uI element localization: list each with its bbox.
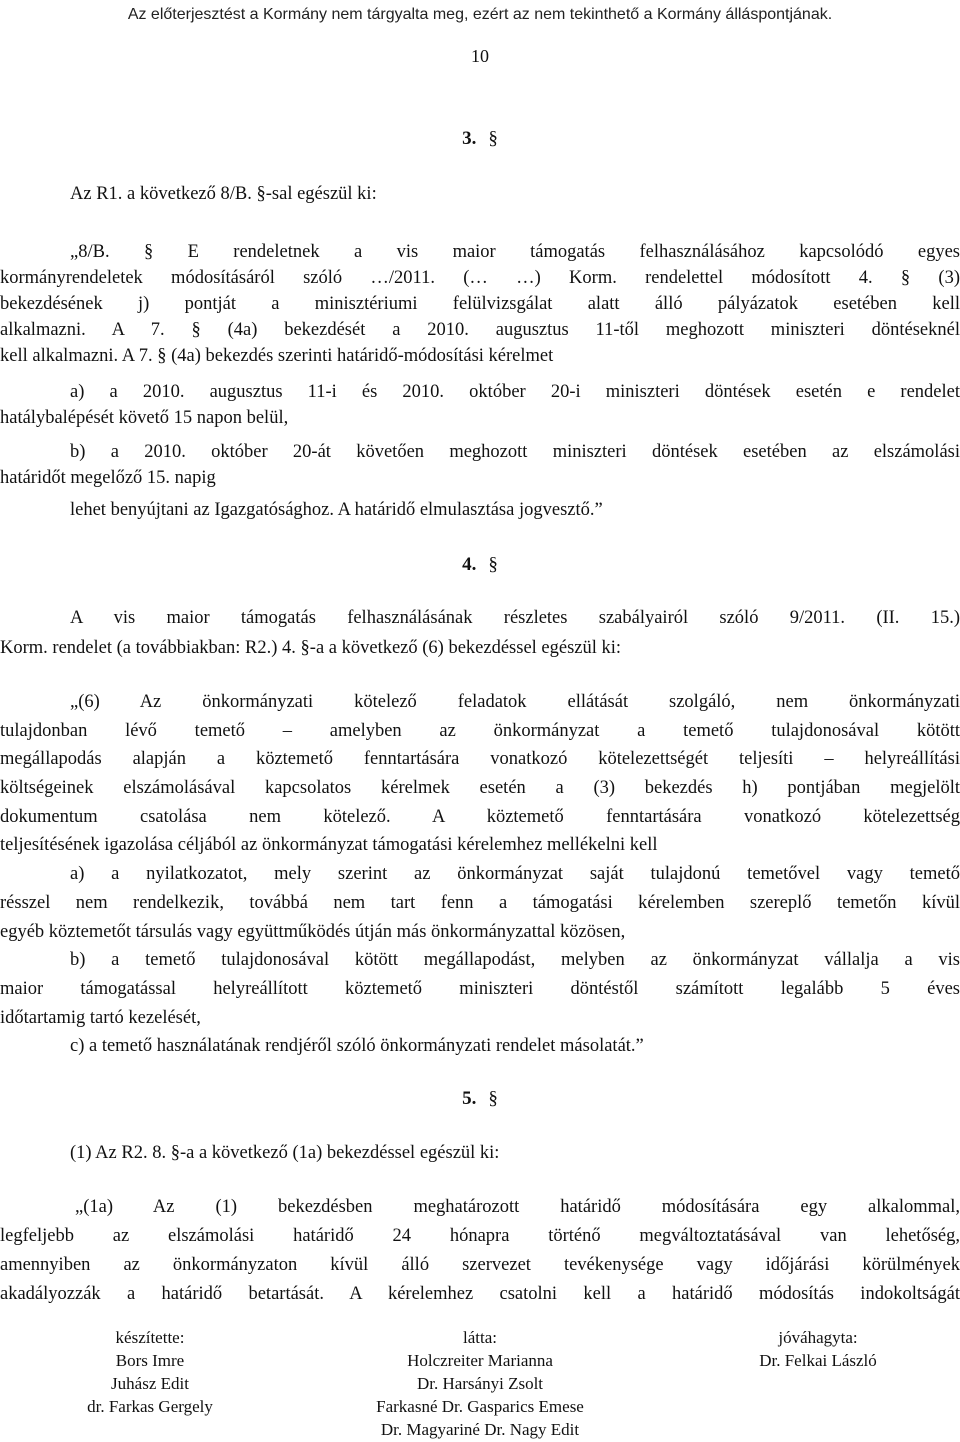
text-line: költségeinek elszámolásával kapcsolatos kérelmek esetén a (3) bekezdés h) pontjában megjelölt	[0, 778, 960, 798]
section-sign: §	[488, 554, 498, 575]
approved-by-column	[718, 1326, 918, 1372]
text-line: hatálybalépését követő 15 napon belül,	[0, 408, 289, 428]
approved-by-name: Dr. Felkai László	[759, 1351, 877, 1370]
approved-by-label: jóváhagyta:	[778, 1328, 858, 1347]
text-line: a) a nyilatkozatot, mely szerint az önkormányzat saját tulajdonú temetővel vagy temető	[70, 864, 960, 884]
prepared-by-name: dr. Farkas Gergely	[87, 1397, 213, 1416]
text-line: akadályozzák a határidő betartását. A kérelemhez csatolni kell a határidő módosítás indokoltságát	[0, 1284, 960, 1304]
seen-by-name: Dr. Harsányi Zsolt	[416, 1374, 544, 1393]
seen-by-name: Holczreiter Marianna	[407, 1351, 553, 1370]
prepared-by-name: Bors Imre	[115, 1351, 185, 1370]
signature-footer	[0, 1326, 960, 1442]
text-line: teljesítésének igazolása céljából az önkormányzat támogatási kérelemhez mellékelni kell	[0, 835, 658, 855]
text-line: dokumentum csatolása nem kötelező. A köztemető fenntartására vonatkozó kötelezettség	[0, 807, 960, 827]
page-number: 10	[471, 46, 489, 66]
text-line: a) a 2010. augusztus 11-i és 2010. október 20-i miniszteri döntések esetén e rendelet	[70, 382, 960, 402]
text-line: „(6) Az önkormányzati kötelező feladatok ellátását szolgáló, nem önkormányzati	[70, 692, 960, 712]
text-line: kell alkalmazni. A 7. § (4a) bekezdés szerinti határidő-módosítási kérelmet	[0, 346, 554, 366]
text-line: b) a temető tulajdonosával kötött megállapodást, melyben az önkormányzat vállalja a vis	[70, 950, 960, 970]
text-line: b) a 2010. október 20-át követően meghozott miniszteri döntések esetében az elszámolási	[70, 442, 960, 462]
text-line: egyéb köztemetőt társulás vagy együttműködés útján más önkormányzattal közösen,	[0, 922, 626, 942]
text-line: „(1a) Az (1) bekezdésben meghatározott határidő módosítására egy alkalommal,	[75, 1197, 960, 1217]
seen-by-label: látta:	[463, 1328, 497, 1347]
text-line: „8/B. § E rendeletnek a vis maior támogatás felhasználásához kapcsolódó egyes	[70, 242, 960, 262]
section-sign: §	[488, 128, 498, 149]
prepared-by-name: Juhász Edit	[111, 1374, 189, 1393]
prepared-by-column	[60, 1326, 240, 1418]
text-line: A vis maior támogatás felhasználásának részletes szabályairól szóló 9/2011. (II. 15.)	[70, 608, 960, 628]
text-line: (1) Az R2. 8. §-a a következő (1a) bekezdéssel egészül ki:	[70, 1143, 500, 1163]
text-line: c) a temető használatának rendjéről szóló önkormányzati rendelet másolatát.”	[70, 1036, 644, 1056]
text-line: lehet benyújtani az Igazgatósághoz. A határidő elmulasztása jogvesztő.”	[70, 500, 603, 520]
text-line: legfeljebb az elszámolási határidő 24 hónapra történő megváltoztatásával van lehetőség,	[0, 1226, 960, 1246]
section-heading-5	[0, 1088, 960, 1110]
seen-by-name: Farkasné Dr. Gasparics Emese	[376, 1397, 584, 1416]
text-line: megállapodás alapján a köztemető fenntartására vonatkozó kötelezettségét teljesíti – helyreállítási	[0, 749, 960, 769]
text-line: amennyiben az önkormányzaton kívül álló szervezet tevékenysége vagy időjárási körülmények	[0, 1255, 960, 1275]
section-number: 5.	[462, 1088, 477, 1109]
seen-by-column	[330, 1326, 630, 1441]
text-line: alkalmazni. A 7. § (4a) bekezdését a 2010. augusztus 11-től meghozott miniszteri döntéseknél	[0, 320, 960, 340]
text-line: maior támogatással helyreállított köztemető miniszteri döntéstől számított legalább 5 éves	[0, 979, 960, 999]
seen-by-name: Dr. Magyariné Dr. Nagy Edit	[380, 1420, 580, 1439]
section-sign: §	[488, 1088, 498, 1109]
text-line: résszel nem rendelkezik, továbbá nem tart fenn a támogatási kérelemben szereplő temetőn kívül	[0, 893, 960, 913]
text-line: időtartamig tartó kezelését,	[0, 1008, 201, 1028]
text-line: bekezdésének j) pontját a minisztériumi felülvizsgálat alatt álló pályázatok esetében kell	[0, 294, 960, 314]
text-line: Az R1. a következő 8/B. §-sal egészül ki:	[70, 184, 377, 204]
text-line: kormányrendeletek módosításáról szóló …/2011. (… …) Korm. rendelettel módosított 4. § (3)	[0, 268, 960, 288]
section-heading-3	[0, 128, 960, 150]
section-number: 4.	[462, 554, 477, 575]
header-disclaimer: Az előterjesztést a Kormány nem tárgyalta meg, ezért az nem tekinthető a Kormány álláspontjának.	[127, 6, 833, 23]
text-line: Korm. rendelet (a továbbiakban: R2.) 4. §-a a következő (6) bekezdéssel egészül ki:	[0, 638, 622, 658]
section-number: 3.	[462, 128, 477, 149]
text-line: tulajdonban lévő temető – amelyben az önkormányzat a temető tulajdonosával kötött	[0, 721, 960, 741]
prepared-by-label: készítette:	[115, 1328, 185, 1347]
text-line: határidőt megelőző 15. napig	[0, 468, 216, 488]
section-heading-4	[0, 554, 960, 576]
